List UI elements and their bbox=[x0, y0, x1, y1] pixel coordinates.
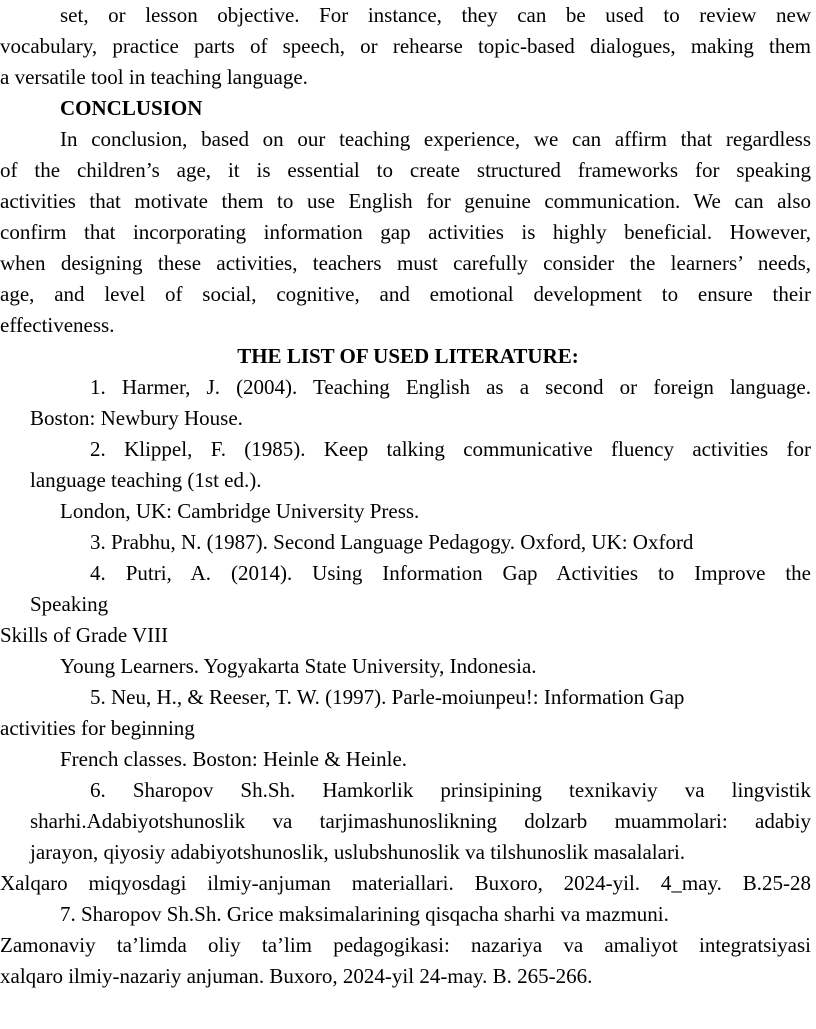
reference-line: 5. Neu, H., & Reeser, T. W. (1997). Parle-moiunpeu!: Information Gap bbox=[90, 685, 685, 709]
reference-line: 4. Putri, A. (2014). Using Information Gap Activities to Improve the bbox=[90, 561, 811, 585]
reference-line: Skills of Grade VIII bbox=[0, 623, 169, 647]
reference-line: Zamonaviy ta’limda oliy ta’lim pedagogikasi: nazariya va amaliyot integratsiyasi bbox=[0, 933, 811, 957]
intro-line-2: vocabulary, practice parts of speech, or rehearse topic-based dialogues, making them bbox=[0, 34, 811, 58]
reference-line: Speaking bbox=[30, 592, 109, 616]
reference-line: Xalqaro miqyosdagi ilmiy-anjuman materiallari. Buxoro, 2024-yil. 4_may. B.25-28 bbox=[0, 871, 811, 895]
intro-line-3: a versatile tool in teaching language. bbox=[0, 65, 308, 89]
conclusion-line-7: effectiveness. bbox=[0, 313, 115, 337]
reference-line: sharhi.Adabiyotshunoslik va tarjimashunoslikning dolzarb muammolari: adabiy bbox=[30, 809, 811, 833]
reference-line: jarayon, qiyosiy adabiyotshunoslik, uslubshunoslik va tilshunoslik masalalari. bbox=[30, 840, 686, 864]
reference-line: London, UK: Cambridge University Press. bbox=[60, 499, 420, 523]
reference-line: 6. Sharopov Sh.Sh. Hamkorlik prinsipining texnikaviy va lingvistik bbox=[90, 778, 811, 802]
reference-line: 7. Sharopov Sh.Sh. Grice maksimalarining qisqacha sharhi va mazmuni. bbox=[60, 902, 669, 926]
intro-line-1: set, or lesson objective. For instance, they can be used to review new bbox=[60, 3, 811, 27]
reference-line: activities for beginning bbox=[0, 716, 195, 740]
conclusion-line-5: when designing these activities, teachers must carefully consider the learners’ needs, bbox=[0, 251, 811, 275]
conclusion-line-4: confirm that incorporating information gap activities is highly beneficial. However, bbox=[0, 220, 811, 244]
conclusion-line-6: age, and level of social, cognitive, and emotional development to ensure their bbox=[0, 282, 811, 306]
conclusion-line-3: activities that motivate them to use English for genuine communication. We can also bbox=[0, 189, 811, 213]
conclusion-line-2: of the children’s age, it is essential to create structured frameworks for speaking bbox=[0, 158, 811, 182]
conclusion-heading: CONCLUSION bbox=[60, 96, 203, 120]
reference-line: 3. Prabhu, N. (1987). Second Language Pedagogy. Oxford, UK: Oxford bbox=[90, 530, 694, 554]
reference-line: French classes. Boston: Heinle & Heinle. bbox=[60, 747, 408, 771]
reference-line: 2. Klippel, F. (1985). Keep talking communicative fluency activities for bbox=[90, 437, 811, 461]
reference-line: Young Learners. Yogyakarta State University, Indonesia. bbox=[60, 654, 537, 678]
literature-heading: THE LIST OF USED LITERATURE: bbox=[237, 344, 579, 368]
reference-line: xalqaro ilmiy-nazariy anjuman. Buxoro, 2024-yil 24-may. B. 265-266. bbox=[0, 964, 593, 988]
reference-line: language teaching (1st ed.). bbox=[30, 468, 262, 492]
conclusion-line-1: In conclusion, based on our teaching experience, we can affirm that regardless bbox=[60, 127, 811, 151]
reference-line: Boston: Newbury House. bbox=[30, 406, 243, 430]
reference-line: 1. Harmer, J. (2004). Teaching English as a second or foreign language. bbox=[90, 375, 811, 399]
